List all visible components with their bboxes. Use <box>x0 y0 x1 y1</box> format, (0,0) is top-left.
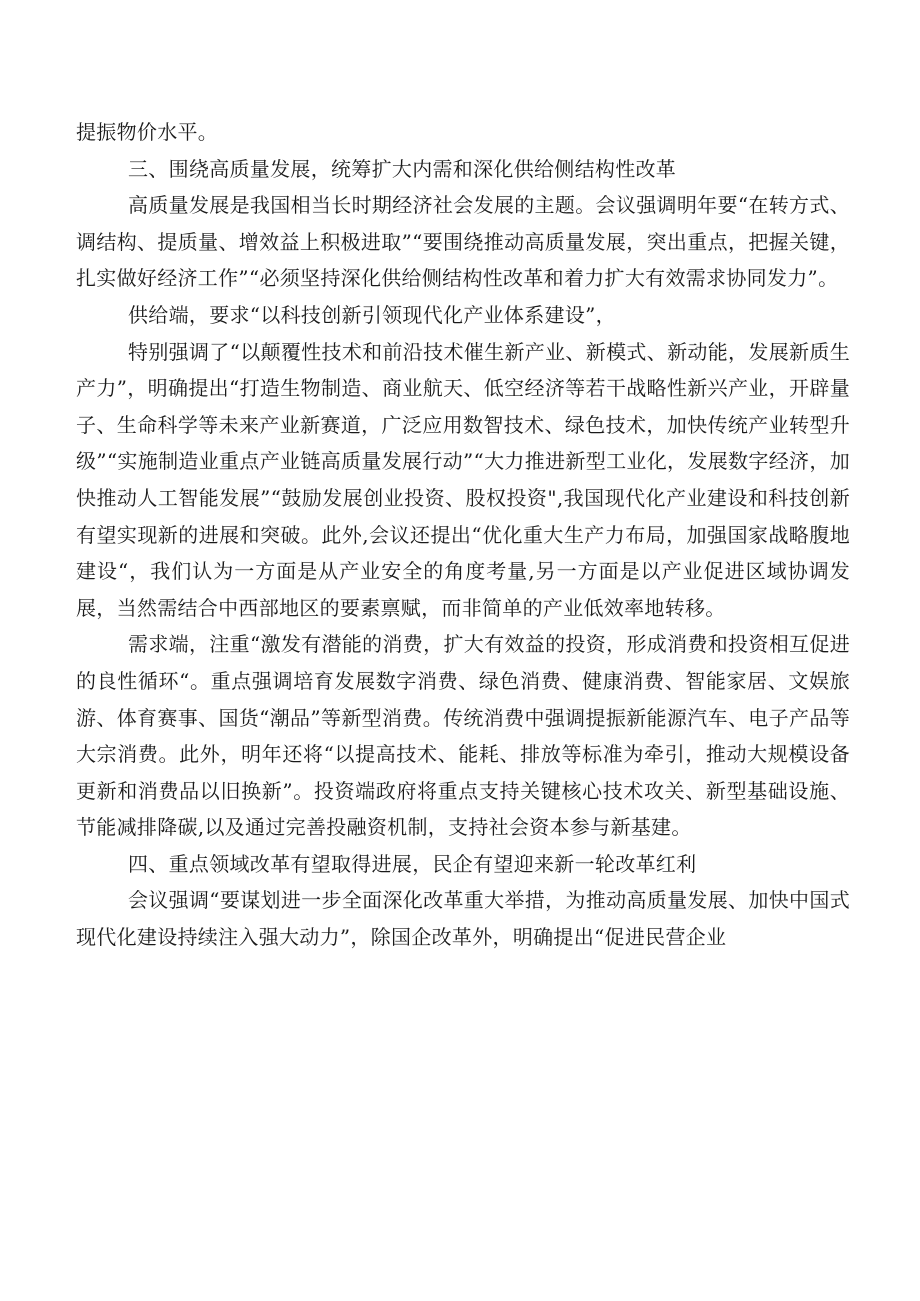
paragraph: 高质量发展是我国相当长时期经济社会发展的主题。会议强调明年要“在转方式、调结构、提质量、增效益上积极进取”“要围绕推动高质量发展，突出重点，把握关键，扎实做好经济工作”“必须坚持深化供给侧结构性改革和着力扩大有效需求协同发力”。 <box>76 193 850 291</box>
paragraph-continuation: 提振物价水平。 <box>76 120 219 144</box>
paragraph: 特别强调了“以颠覆性技术和前沿技术催生新产业、新模式、新动能，发展新质生产力”，明确提出“打造生物制造、商业航天、低空经济等若干战略性新兴产业，开辟量子、生命科学等未来产业新赛道，广泛应用数智技术、绿色技术，加快传统产业转型升级”“实施制造业重点产业链高质量发展行动”“大力推进新型工业化，发展数字经济，加快推动人工智能发展”“鼓励发展创业投资、股权投资",我国现代化产业建设和科技创新有望实现新的进展和突破。此外,会议还提出“优化重大生产力布局，加强国家战略腹地建设“，我们认为一方面是从产业安全的角度考量,另一方面是以产业促进区域协调发展，当然需结合中西部地区的要素禀赋，而非简单的产业低效率地转移。 <box>76 339 850 620</box>
paragraph: 需求端，注重“激发有潜能的消费，扩大有效益的投资，形成消费和投资相互促进的良性循环“。重点强调培育发展数字消费、绿色消费、健康消费、智能家居、文娱旅游、体育赛事、国货“潮品”等新型消费。传统消费中强调提振新能源汽车、电子产品等大宗消费。此外，明年还将“以提高技术、能耗、排放等标准为牵引，推动大规模设备更新和消费品以旧换新”。投资端政府将重点支持关键核心技术攻关、新型基础设施、节能减排降碳,以及通过完善投融资机制，支持社会资本参与新基建。 <box>76 632 850 840</box>
paragraph: 供给端，要求“以科技创新引领现代化产业体系建设”， <box>128 302 616 327</box>
document-body <box>76 114 850 956</box>
paragraph: 会议强调“要谋划进一步全面深化改革重大举措，为推动高质量发展、加快中国式现代化建设持续注入强大动力”，除国企改革外，明确提出“促进民营企业 <box>76 888 850 950</box>
section-heading-3: 三、围绕高质量发展，统筹扩大内需和深化供给侧结构性改革 <box>128 156 677 181</box>
section-heading-4: 四、重点领域改革有望取得进展，民企有望迎来新一轮改革红利 <box>128 851 697 876</box>
